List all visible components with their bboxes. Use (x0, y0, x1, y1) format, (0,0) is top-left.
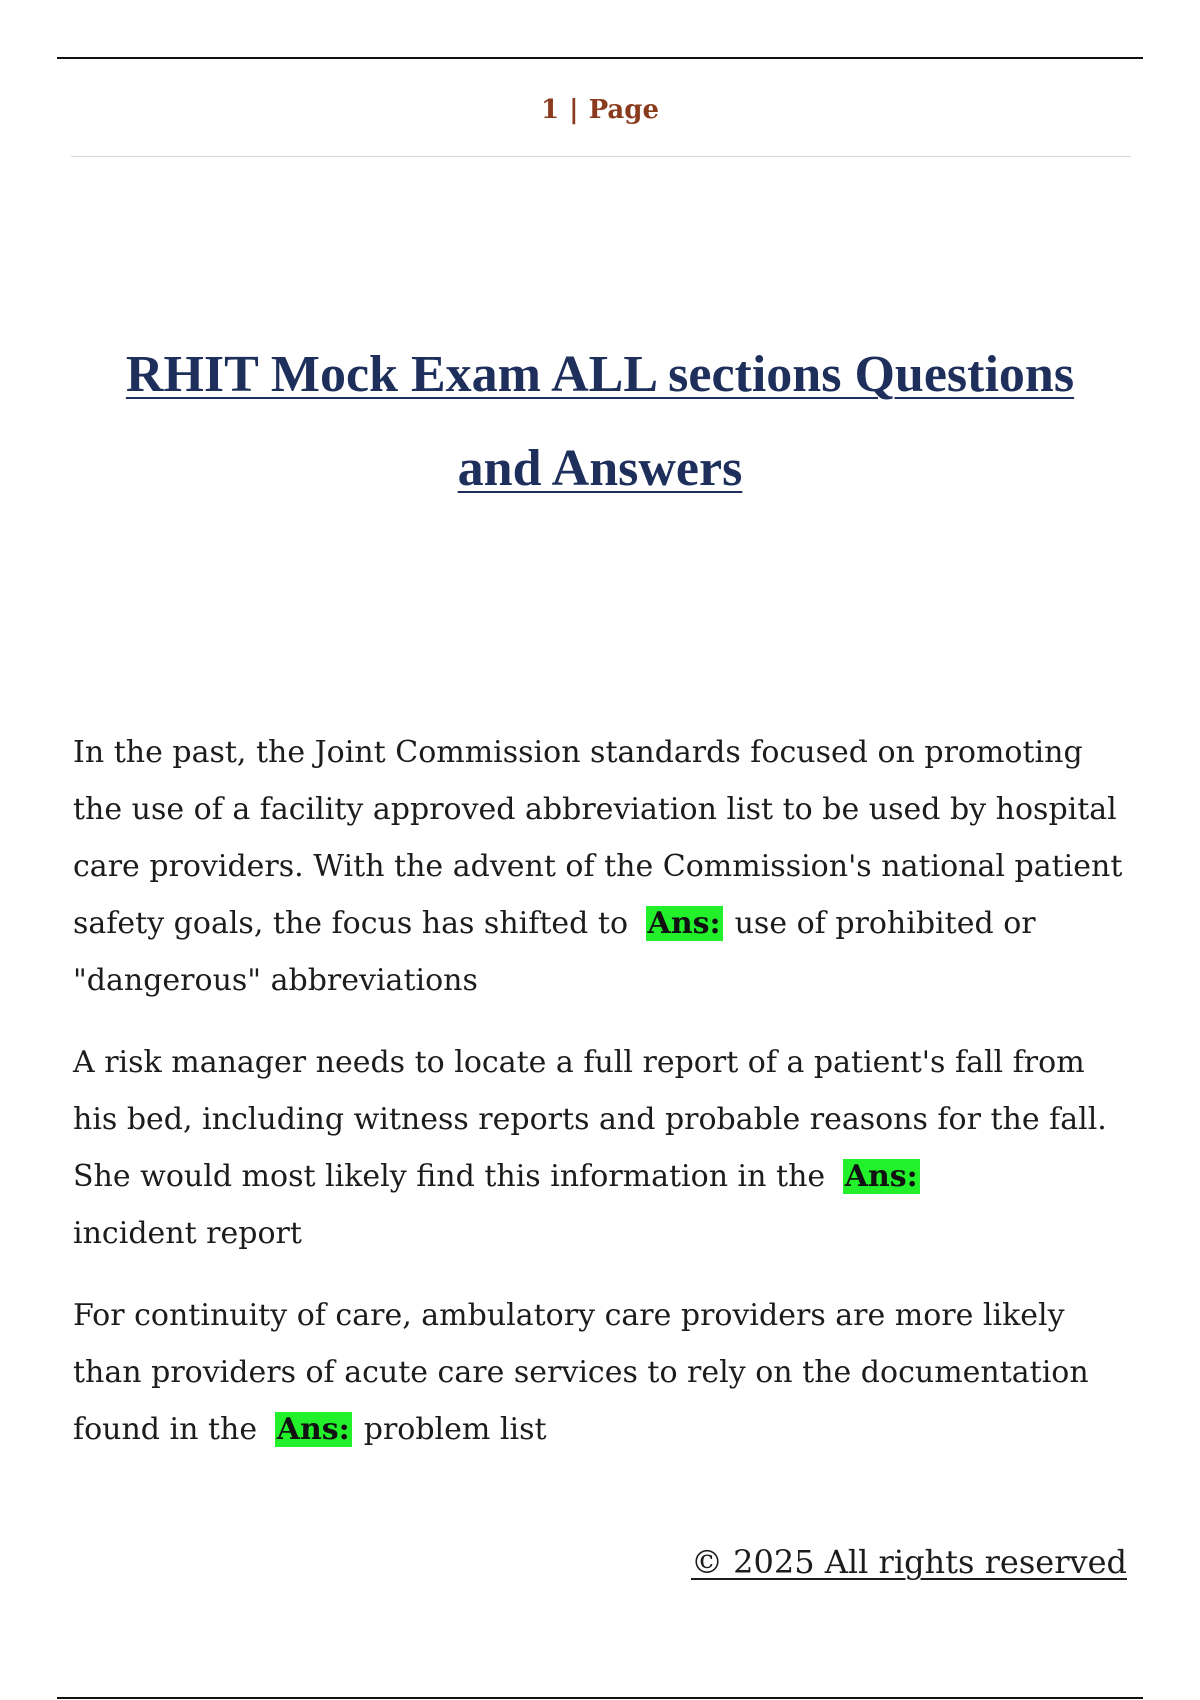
question-text: For continuity of care, ambulatory care providers are more likely than providers of acute care services to rely on the documentation found in the (73, 1298, 1089, 1447)
top-rule (57, 57, 1143, 59)
question-text: A risk manager needs to locate a full report of a patient's fall from his bed, including witness reports and probable reasons for the fall. She would most likely find this information in the (73, 1045, 1107, 1194)
title-line-1: RHIT Mock Exam ALL sections Questions (125, 346, 1075, 403)
page-header (0, 95, 1200, 125)
answer-text: use of prohibited or "dangerous" abbreviations (73, 906, 1036, 998)
page-separator: | (569, 95, 579, 125)
answer-label: Ans: (844, 1159, 918, 1194)
answer-text: problem list (363, 1412, 547, 1447)
page-number: 1 (541, 95, 560, 125)
title-line-2: and Answers (457, 440, 743, 497)
qa-item (73, 1287, 1133, 1458)
qa-item (73, 1034, 1133, 1262)
copyright-notice: © 2025 All rights reserved (691, 1543, 1127, 1581)
document-title (60, 328, 1140, 516)
answer-text: incident report (73, 1216, 302, 1251)
header-rule (71, 156, 1131, 157)
document-body (73, 724, 1133, 1483)
answer-label: Ans: (276, 1412, 350, 1447)
question-text: In the past, the Joint Commission standards focused on promoting the use of a facility approved abbreviation list to be used by hospital care providers. With the advent of the Commission's national patient safety goals, the focus has shifted to (73, 735, 1123, 941)
page-label: Page (588, 95, 659, 125)
bottom-rule (57, 1697, 1143, 1699)
qa-item (73, 724, 1133, 1009)
answer-label: Ans: (647, 906, 721, 941)
